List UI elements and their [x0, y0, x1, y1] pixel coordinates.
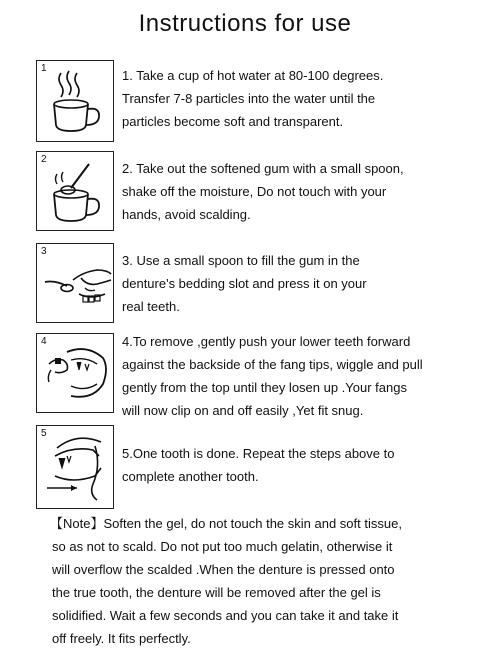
text-line: against the backside of the fang tips, wiggle and pull [122, 357, 423, 372]
note-paragraph [44, 512, 464, 650]
mouth-with-fang-tooth-icon [37, 426, 113, 508]
mouth-removing-fang-icon [37, 334, 113, 412]
step-number: 1 [41, 63, 47, 74]
text-line: hands, avoid scalding. [122, 207, 251, 222]
step-3-illustration-box [36, 243, 114, 323]
step-1-text [122, 64, 482, 133]
note-line: 【Note】Soften the gel, do not touch the skin and soft tissue, [50, 516, 402, 531]
text-line: particles become soft and transparent. [122, 114, 344, 129]
step-5-illustration-box [36, 425, 114, 509]
hand-with-spoon-icon [37, 244, 113, 322]
text-line: 3. Use a small spoon to fill the gum in the [122, 253, 360, 268]
step-2-text [122, 157, 482, 226]
cup-of-hot-water-icon [37, 61, 113, 141]
note-line: solidified. Wait a few seconds and you can take it and take it [52, 608, 399, 623]
note-line: will overflow the scalded .When the denture is pressed onto [52, 562, 395, 577]
text-line: 1. Take a cup of hot water at 80-100 degrees. [122, 68, 384, 83]
step-number: 4 [41, 336, 47, 347]
step-number: 2 [41, 154, 47, 165]
note-line: so as not to scald. Do not put too much gelatin, otherwise it [52, 539, 393, 554]
text-line: real teeth. [122, 299, 180, 314]
text-line: denture's bedding slot and press it on your [122, 276, 367, 291]
text-line: complete another tooth. [122, 469, 259, 484]
page-title: Instructions for use [138, 10, 352, 37]
step-1-illustration-box [36, 60, 114, 142]
step-4-illustration-box [36, 333, 114, 413]
step-2-illustration-box [36, 151, 114, 231]
step-number: 5 [41, 428, 47, 439]
step-4-text [122, 330, 482, 422]
text-line: 5.One tooth is done. Repeat the steps above to [122, 446, 395, 461]
text-line: 4.To remove ,gently push your lower teeth forward [122, 334, 411, 349]
text-line: gently from the top until they losen up .Your fangs [122, 380, 407, 395]
text-line: Transfer 7-8 particles into the water until the [122, 91, 376, 106]
text-line: shake off the moisture, Do not touch with your [122, 184, 387, 199]
step-3-text [122, 249, 482, 318]
text-line: 2. Take out the softened gum with a small spoon, [122, 161, 404, 176]
text-line: will now clip on and off easily ,Yet fit snug. [122, 403, 364, 418]
step-5-text [122, 442, 482, 488]
step-number: 3 [41, 246, 47, 257]
cup-with-spoon-icon [37, 152, 113, 230]
note-line: off freely. It fits perfectly. [52, 631, 191, 646]
note-line: the true tooth, the denture will be removed after the gel is [52, 585, 381, 600]
